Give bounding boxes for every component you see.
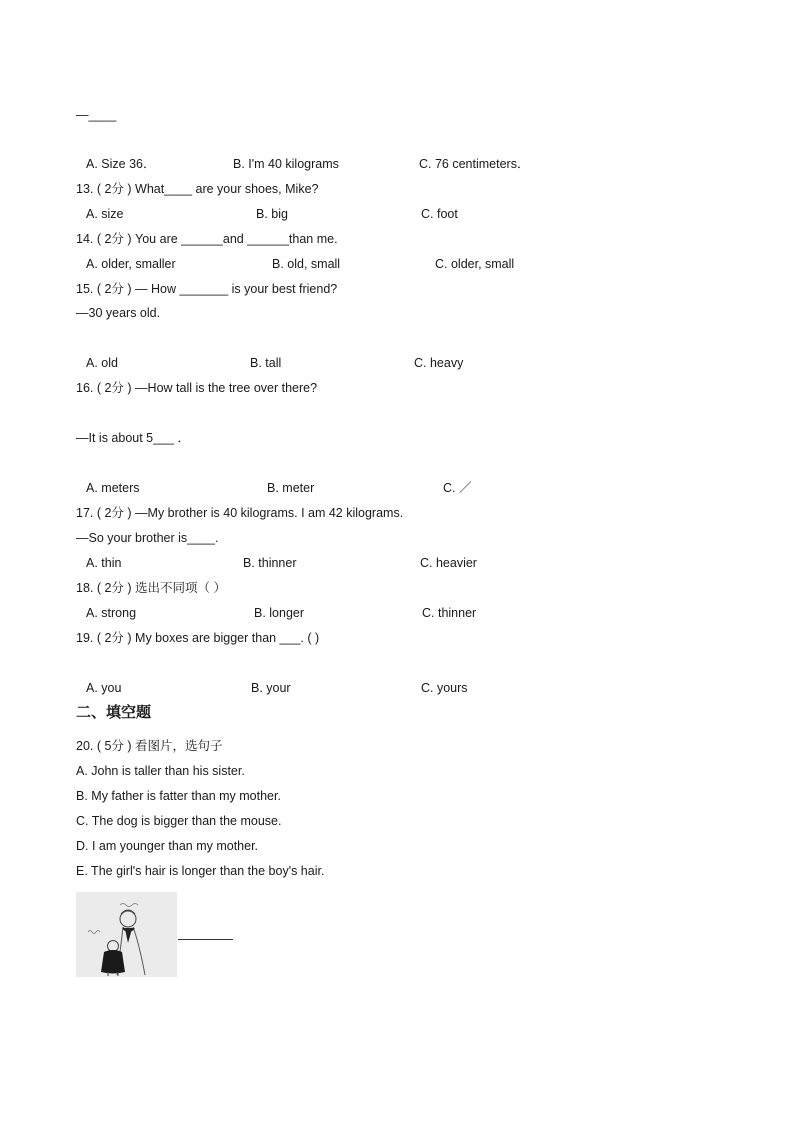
q16-option-c: C. ／ — [443, 481, 472, 495]
q19-option-b: B. your — [251, 681, 291, 695]
q17-option-a: A. thin — [86, 556, 122, 570]
q13-option-b: B. big — [256, 207, 288, 221]
q16-option-a: A. meters — [86, 481, 140, 495]
q20-sentence-e: E. The girl's hair is longer than the boy's hair. — [76, 864, 325, 878]
q13-options — [86, 206, 686, 222]
q13-option-c: C. foot — [421, 207, 458, 221]
q19-option-c: C. yours — [421, 681, 468, 695]
q15-option-b: B. tall — [250, 356, 282, 370]
q14-stem: 14. ( 2分 ) You are ______and ______than me. — [76, 232, 338, 246]
q16-options — [86, 480, 686, 496]
q15-option-a: A. old — [86, 356, 118, 370]
section-title: 二、填空题 — [76, 704, 152, 721]
q15-option-c: C. heavy — [414, 356, 464, 370]
q20-stem: 20. ( 5分 ) 看图片，选句子 — [76, 739, 223, 753]
q13-stem: 13. ( 2分 ) What____ are your shoes, Mike? — [76, 182, 319, 196]
q14-option-a: A. older, smaller — [86, 257, 176, 271]
q20-sentence-d: D. I am younger than my mother. — [76, 839, 259, 853]
q20-answer-blank[interactable] — [178, 939, 233, 940]
q16-stem: 16. ( 2分 ) —How tall is the tree over there? — [76, 381, 318, 395]
q13-option-a: A. size — [86, 207, 124, 221]
q12-option-c: C. 76 centimeters． — [419, 157, 530, 171]
q19-options — [86, 680, 686, 696]
q17-options — [86, 555, 686, 571]
q20-sentence-a: A. John is taller than his sister. — [76, 764, 245, 778]
q14-option-b: B. old, small — [272, 257, 341, 271]
q12-options — [86, 156, 686, 172]
q20-sentence-c: C. The dog is bigger than the mouse. — [76, 814, 282, 828]
q14-options — [86, 256, 686, 272]
illustration-image — [76, 892, 177, 977]
q14-option-c: C. older, small — [435, 257, 515, 271]
q16-reply: —It is about 5___ ． — [76, 431, 190, 445]
q19-option-a: A. you — [86, 681, 122, 695]
q17-option-b: B. thinner — [243, 556, 297, 570]
q12-answer-blank: —____ — [76, 108, 117, 122]
q15-options — [86, 355, 686, 371]
q18-option-a: A. strong — [86, 606, 137, 620]
q18-stem: 18. ( 2分 ) 选出不同项（ ） — [76, 581, 227, 595]
q18-option-c: C. thinner — [422, 606, 477, 620]
q16-option-b: B. meter — [267, 481, 315, 495]
mother-child-sketch — [76, 892, 177, 977]
q12-option-b: B. I'm 40 kilograms — [233, 157, 339, 171]
q19-stem: 19. ( 2分 ) My boxes are bigger than ___. ( ) — [76, 631, 320, 645]
q18-options — [86, 605, 686, 621]
q15-stem: 15. ( 2分 ) — How _______ is your best friend? — [76, 282, 338, 296]
q12-option-a: A. Size 36． — [86, 157, 156, 171]
q17-reply: —So your brother is____. — [76, 531, 219, 545]
q18-option-b: B. longer — [254, 606, 305, 620]
q17-stem: 17. ( 2分 ) —My brother is 40 kilograms. I am 42 kilograms. — [76, 506, 404, 520]
q15-reply: —30 years old. — [76, 306, 161, 320]
q20-sentence-b: B. My father is fatter than my mother. — [76, 789, 281, 803]
q17-option-c: C. heavier — [420, 556, 477, 570]
